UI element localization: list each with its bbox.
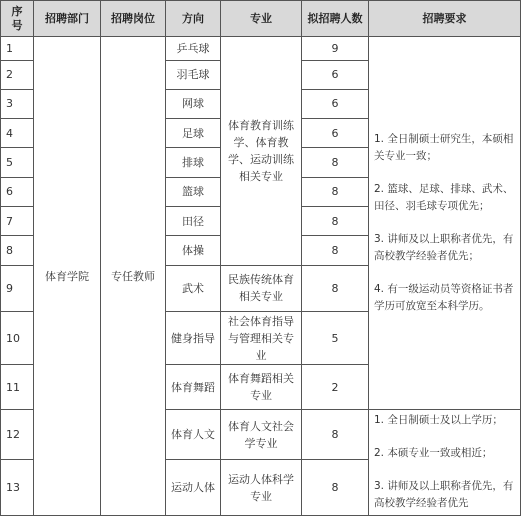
header-seq: 序号 [1,1,34,37]
count-cell: 8 [302,148,369,177]
direction-cell: 网球 [166,89,221,118]
direction-cell: 羽毛球 [166,60,221,89]
direction-cell: 健身指导 [166,311,221,365]
count-cell: 8 [302,177,369,206]
seq-cell: 3 [1,89,34,118]
seq-cell: 13 [1,460,34,516]
post-cell: 专任教师 [101,37,166,516]
major-cell: 体育舞蹈相关专业 [221,365,302,409]
direction-cell: 武术 [166,265,221,311]
major-cell: 社会体育指导与管理相关专业 [221,311,302,365]
count-cell: 6 [302,89,369,118]
count-cell: 6 [302,60,369,89]
seq-cell: 2 [1,60,34,89]
count-cell: 8 [302,206,369,235]
count-cell: 8 [302,460,369,516]
header-post: 招聘岗位 [101,1,166,37]
major-cell: 体育人文社会学专业 [221,409,302,459]
major-cell: 民族传统体育相关专业 [221,265,302,311]
major-cell: 体育教育训练学、体育教学、运动训练相关专业 [221,37,302,265]
direction-cell: 足球 [166,119,221,148]
header-dept: 招聘部门 [34,1,101,37]
direction-cell: 运动人体 [166,460,221,516]
direction-cell: 体育人文 [166,409,221,459]
requirement-item: 3. 讲师及以上职称者优先，有高校教学经验者优先； [374,233,514,263]
requirement-item: 2. 本硕专业一致或相近； [374,447,493,460]
seq-cell: 11 [1,365,34,409]
count-cell: 9 [302,37,369,60]
count-cell: 8 [302,236,369,265]
count-cell: 6 [302,119,369,148]
requirements-cell [369,409,521,515]
direction-cell: 篮球 [166,177,221,206]
major-cell: 运动人体科学专业 [221,460,302,516]
header-requirements: 招聘要求 [369,1,521,37]
requirements-cell [369,37,521,410]
dept-cell: 体育学院 [34,37,101,516]
direction-cell: 田径 [166,206,221,235]
count-cell: 2 [302,365,369,409]
header-direction: 方向 [166,1,221,37]
header-major: 专业 [221,1,302,37]
seq-cell: 10 [1,311,34,365]
seq-cell: 9 [1,265,34,311]
table-row [1,37,521,60]
requirement-item: 1. 全日制硕士及以上学历； [374,414,503,427]
seq-cell: 4 [1,119,34,148]
requirement-item: 1. 全日制硕士研究生，本硕相关专业一致； [374,133,514,163]
count-cell: 5 [302,311,369,365]
seq-cell: 7 [1,206,34,235]
direction-cell: 体育舞蹈 [166,365,221,409]
seq-cell: 12 [1,409,34,459]
header-row [1,1,521,37]
requirement-item: 4. 有一级运动员等资格证书者学历可放宽至本科学历。 [374,283,514,313]
count-cell: 8 [302,265,369,311]
requirement-item: 2. 篮球、足球、排球、武术、田径、羽毛球专项优先； [374,183,514,213]
count-cell: 8 [302,409,369,459]
direction-cell: 排球 [166,148,221,177]
direction-cell: 乒乓球 [166,37,221,60]
seq-cell: 6 [1,177,34,206]
requirement-item: 3. 讲师及以上职称者优先，有高校教学经验者优先 [374,480,514,510]
seq-cell: 5 [1,148,34,177]
direction-cell: 体操 [166,236,221,265]
header-count: 拟招聘人数 [302,1,369,37]
seq-cell: 1 [1,37,34,60]
seq-cell: 8 [1,236,34,265]
